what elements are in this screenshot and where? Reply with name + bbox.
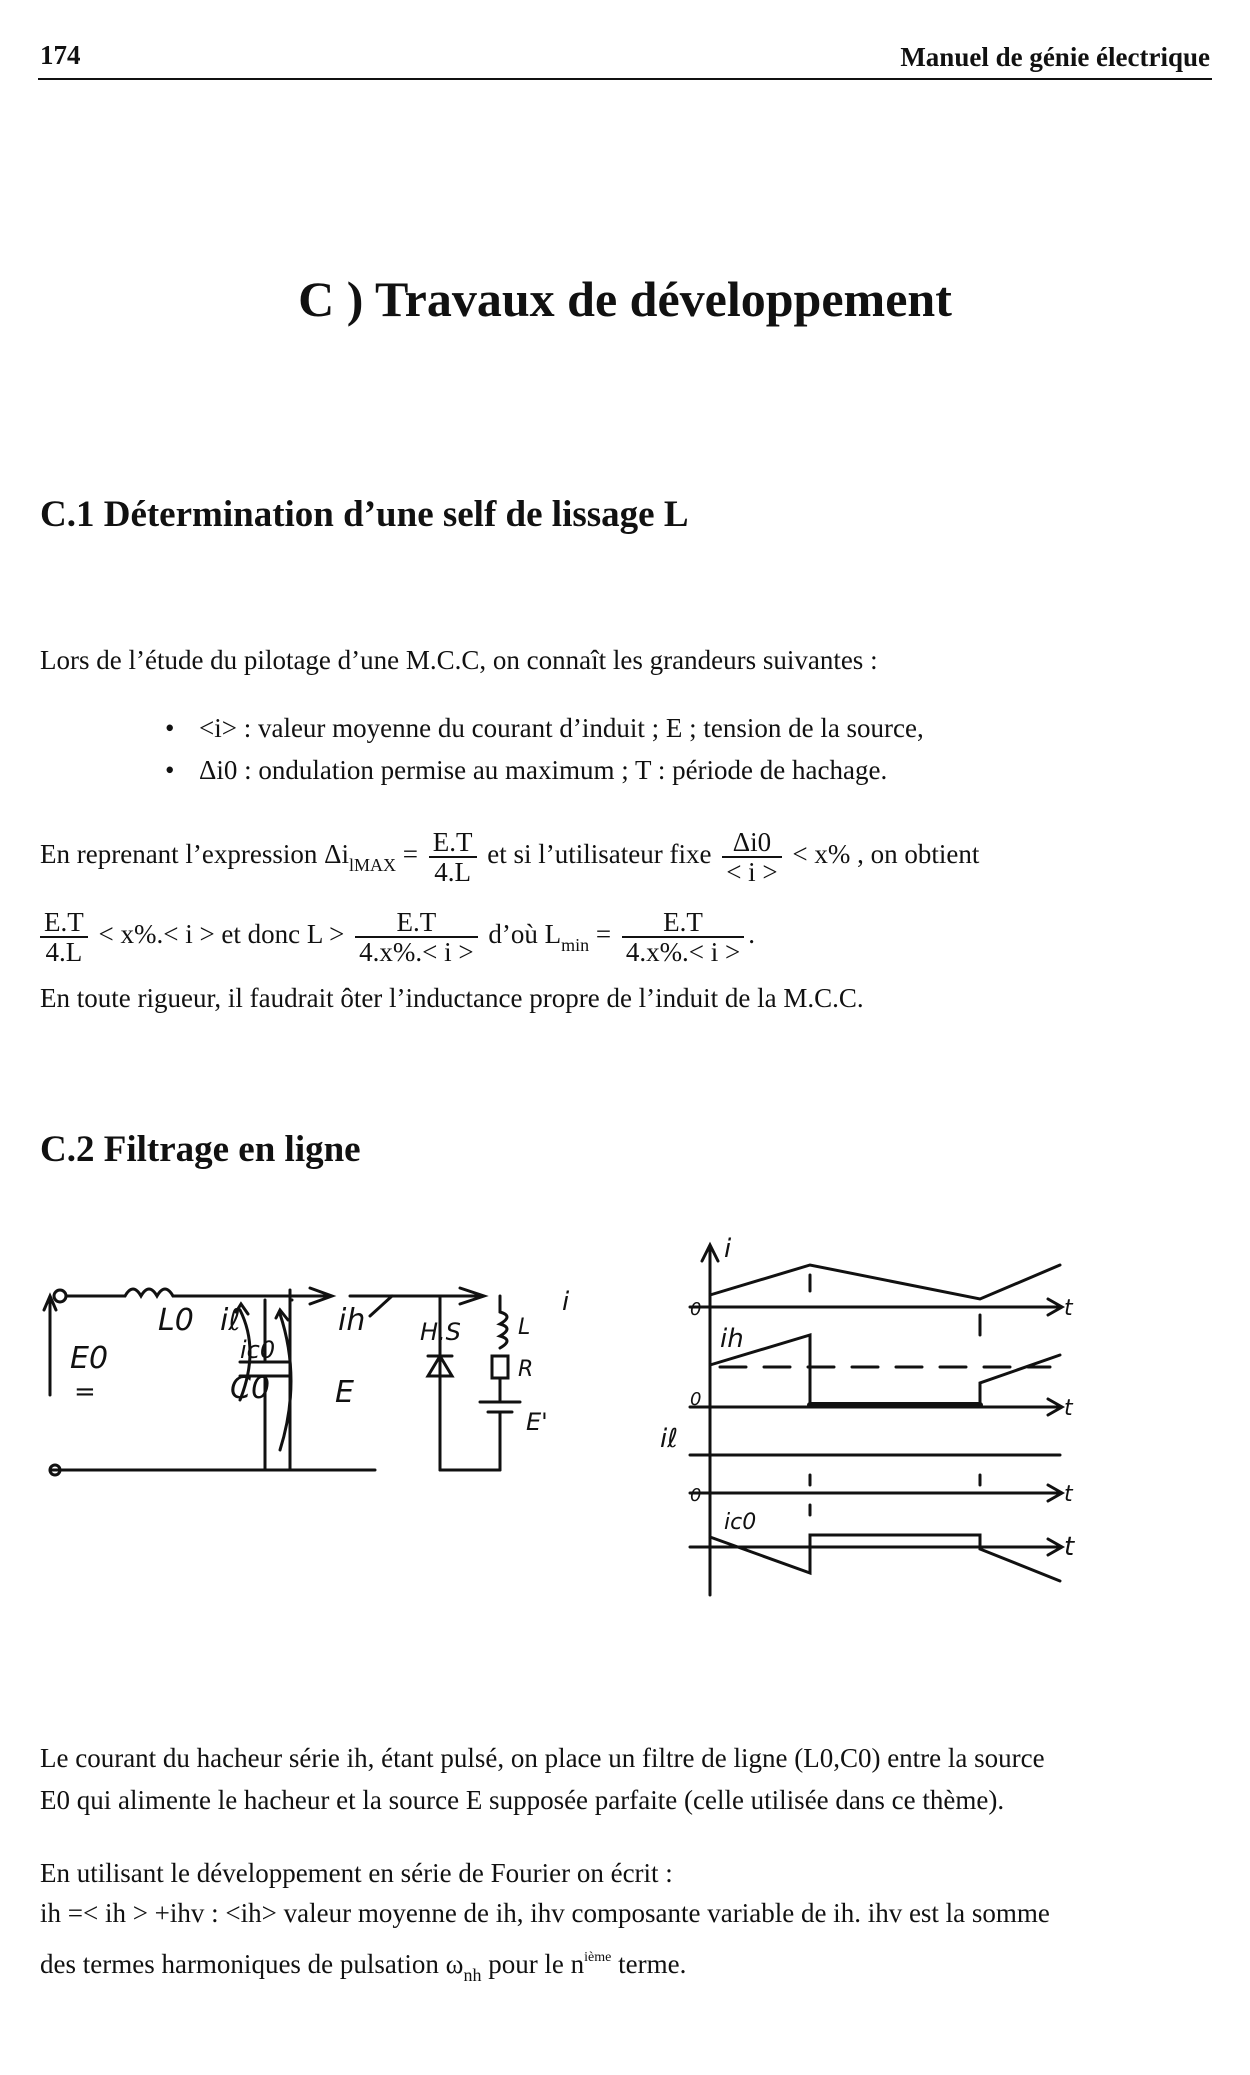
frac-den: 4.x%.< i >: [625, 937, 741, 967]
running-header-title: Manuel de génie électrique: [900, 42, 1210, 72]
filter-paragraph-line-2: E0 qui alimente le hacheur et la source E supposée parfaite (celle utilisée dans ce thème).: [40, 1785, 1005, 1815]
label-E0: E0: [70, 1341, 109, 1376]
rigueur-note: En toute rigueur, il faudrait ôter l’inductance propre de l’induit de la M.C.C.: [40, 983, 864, 1013]
filter-paragraph-line-1: Le courant du hacheur série ih, étant pulsé, on place un filtre de ligne (L0,C0) entre la source: [40, 1743, 1045, 1773]
fourier-text-e: terme.: [611, 1949, 687, 1979]
bullet-text-2: Δi0 : ondulation permise au maximum ; T : période de hachage.: [199, 755, 888, 785]
frac-num: Δi0: [722, 828, 781, 858]
fraction-di0-i: [722, 828, 781, 886]
graph-label-t1: t: [1064, 1296, 1073, 1321]
label-equals: =: [74, 1377, 96, 1407]
graph-origin-0-a: 0: [690, 1299, 702, 1320]
fourier-paragraph-line-1: En utilisant le développement en série de Fourier on écrit :: [40, 1858, 673, 1888]
label-L: L: [518, 1315, 531, 1340]
label-HS: H.S: [420, 1318, 461, 1346]
fraction-ET-4L: [429, 828, 477, 886]
eq2-sub: min: [561, 935, 590, 956]
graph-label-t3: t: [1064, 1482, 1073, 1507]
page-number: 174: [40, 40, 81, 70]
label-ih: ih: [338, 1303, 366, 1338]
label-C0: C0: [230, 1371, 271, 1406]
eq2-text-a: < x%.< i > et donc L >: [98, 919, 345, 950]
fourier-formula: ih =< ih > +ihv: [40, 1898, 205, 1928]
label-Eprime: E': [526, 1408, 548, 1436]
fourier-paragraph-line-2: [40, 1895, 1050, 1931]
graph-label-ih: ih: [720, 1324, 744, 1354]
label-i: i: [562, 1287, 570, 1317]
graph-origin-0-b: 0: [690, 1389, 702, 1410]
graph-label-t2: t: [1064, 1396, 1073, 1421]
fourier-sup-ieme: ième: [584, 1950, 612, 1965]
bullet-item-2: [165, 755, 887, 786]
eq1-equals: =: [396, 839, 425, 870]
bullet-item-1: [165, 713, 924, 744]
frac-num: E.T: [622, 908, 744, 938]
frac-num: E.T: [429, 828, 477, 858]
equation-line-2: $\frac{E.T}{4.L}$ < x%.< i > et donc L > $\frac{E.T}{4.x\%.< i >}$ d’où $L_{min}$ = $\frac{E.T}{4.x\%.< i >}$ .: [40, 908, 755, 966]
label-L0: L0: [158, 1303, 194, 1338]
section1-heading: C.1 Détermination d’une self de lissage L: [40, 494, 689, 535]
current-waveforms-graph: [650, 1235, 1110, 1605]
fourier-paragraph-line-3: [40, 1940, 686, 1993]
page-title: C ) Travaux de développement: [298, 271, 952, 327]
graph-label-ic0: ic0: [724, 1510, 757, 1535]
frac-den: < i >: [726, 857, 778, 887]
eq1-text-b: et si l’utilisateur fixe: [487, 839, 712, 870]
frac-num: E.T: [355, 908, 477, 938]
fraction-ET-4x-2: [622, 908, 744, 966]
chopper-filter-circuit-diagram: [40, 1270, 620, 1520]
section2-heading: C.2 Filtrage en ligne: [40, 1129, 361, 1170]
frac-den: 4.L: [45, 937, 83, 967]
graph-label-il: iℓ: [660, 1424, 678, 1454]
bullet-text-1: <i> : valeur moyenne du courant d’induit ; E ; tension de la source,: [199, 713, 924, 743]
fourier-text-d: pour le n: [481, 1949, 585, 1979]
header-rule: [38, 78, 1212, 80]
graph-label-t4: t: [1064, 1532, 1075, 1562]
eq2-text-c: =: [589, 919, 612, 950]
label-R: R: [518, 1357, 534, 1382]
label-ic0: ic0: [240, 1336, 276, 1364]
eq1-text-c: < x% , on obtient: [792, 839, 980, 870]
frac-den: 4.x%.< i >: [359, 937, 474, 967]
fourier-text-c: des termes harmoniques de pulsation ω: [40, 1949, 464, 1979]
section1-intro: Lors de l’étude du pilotage d’une M.C.C, on connaît les grandeurs suivantes :: [40, 645, 878, 675]
fourier-sub-nh: nh: [463, 1965, 482, 1985]
label-E: E: [335, 1375, 354, 1410]
equation-line-1: [40, 828, 979, 886]
frac-den: 4.L: [434, 857, 472, 887]
eq1-text-a: En reprenant l’expression Δi: [40, 839, 350, 870]
graph-label-i: i: [724, 1235, 732, 1264]
frac-num: E.T: [40, 908, 88, 938]
bullet-dot-icon: •: [165, 713, 175, 743]
graph-origin-0-c: 0: [690, 1485, 702, 1506]
fraction-ET-4x: [355, 908, 477, 966]
fourier-text-b: : <ih> valeur moyenne de ih, ihv composante variable de ih. ihv est la somme: [204, 1898, 1050, 1928]
eq1-sub: lMAX: [349, 855, 397, 876]
bullet-dot-icon: •: [165, 755, 175, 785]
fraction-ET-4L-2: [40, 908, 88, 966]
label-il: iℓ: [220, 1303, 241, 1338]
eq2-text-b: d’où L: [488, 919, 562, 950]
